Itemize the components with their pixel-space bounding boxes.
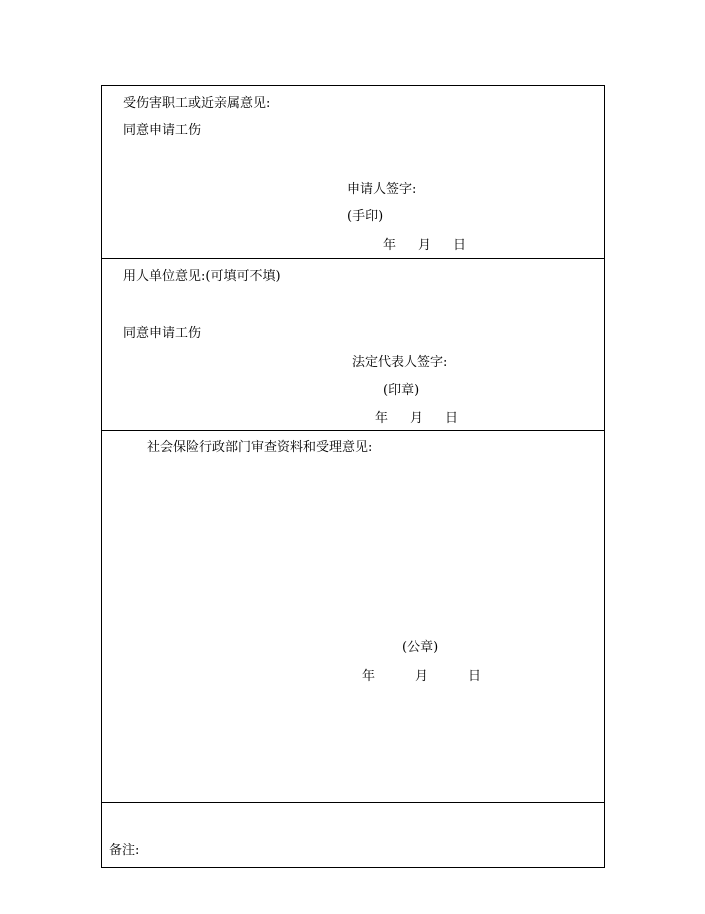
social-insurance-opinion-heading: 社会保险行政部门审查资料和受理意见: xyxy=(147,440,373,455)
official-seal-hint: (公章) xyxy=(402,640,439,655)
date-month: 月 xyxy=(415,669,429,684)
remark-label: 备注: xyxy=(109,843,140,858)
form-table xyxy=(101,85,605,868)
date-year: 年 xyxy=(383,238,397,253)
employee-opinion-text: 同意申请工伤 xyxy=(123,123,202,138)
employer-opinion-heading: 用人单位意见:(可填可不填) xyxy=(123,269,281,284)
date-year: 年 xyxy=(362,669,376,684)
date-day: 日 xyxy=(468,669,482,684)
applicant-date xyxy=(383,238,466,254)
date-day: 日 xyxy=(445,411,459,426)
row-divider-1 xyxy=(101,258,605,259)
date-month: 月 xyxy=(410,411,424,426)
row-divider-2 xyxy=(101,430,605,431)
legal-representative-signature-label: 法定代表人签字: xyxy=(352,355,448,370)
row-divider-3 xyxy=(101,802,605,803)
date-year: 年 xyxy=(375,411,389,426)
date-month: 月 xyxy=(418,238,432,253)
social-insurance-date xyxy=(362,669,481,685)
applicant-signature-label: 申请人签字: xyxy=(347,182,417,197)
employer-opinion-text: 同意申请工伤 xyxy=(123,326,202,341)
fingerprint-hint: (手印) xyxy=(347,209,384,224)
date-day: 日 xyxy=(453,238,467,253)
employee-opinion-heading: 受伤害职工或近亲属意见: xyxy=(123,96,271,111)
company-seal-hint: (印章) xyxy=(383,383,420,398)
employer-date xyxy=(375,411,458,427)
